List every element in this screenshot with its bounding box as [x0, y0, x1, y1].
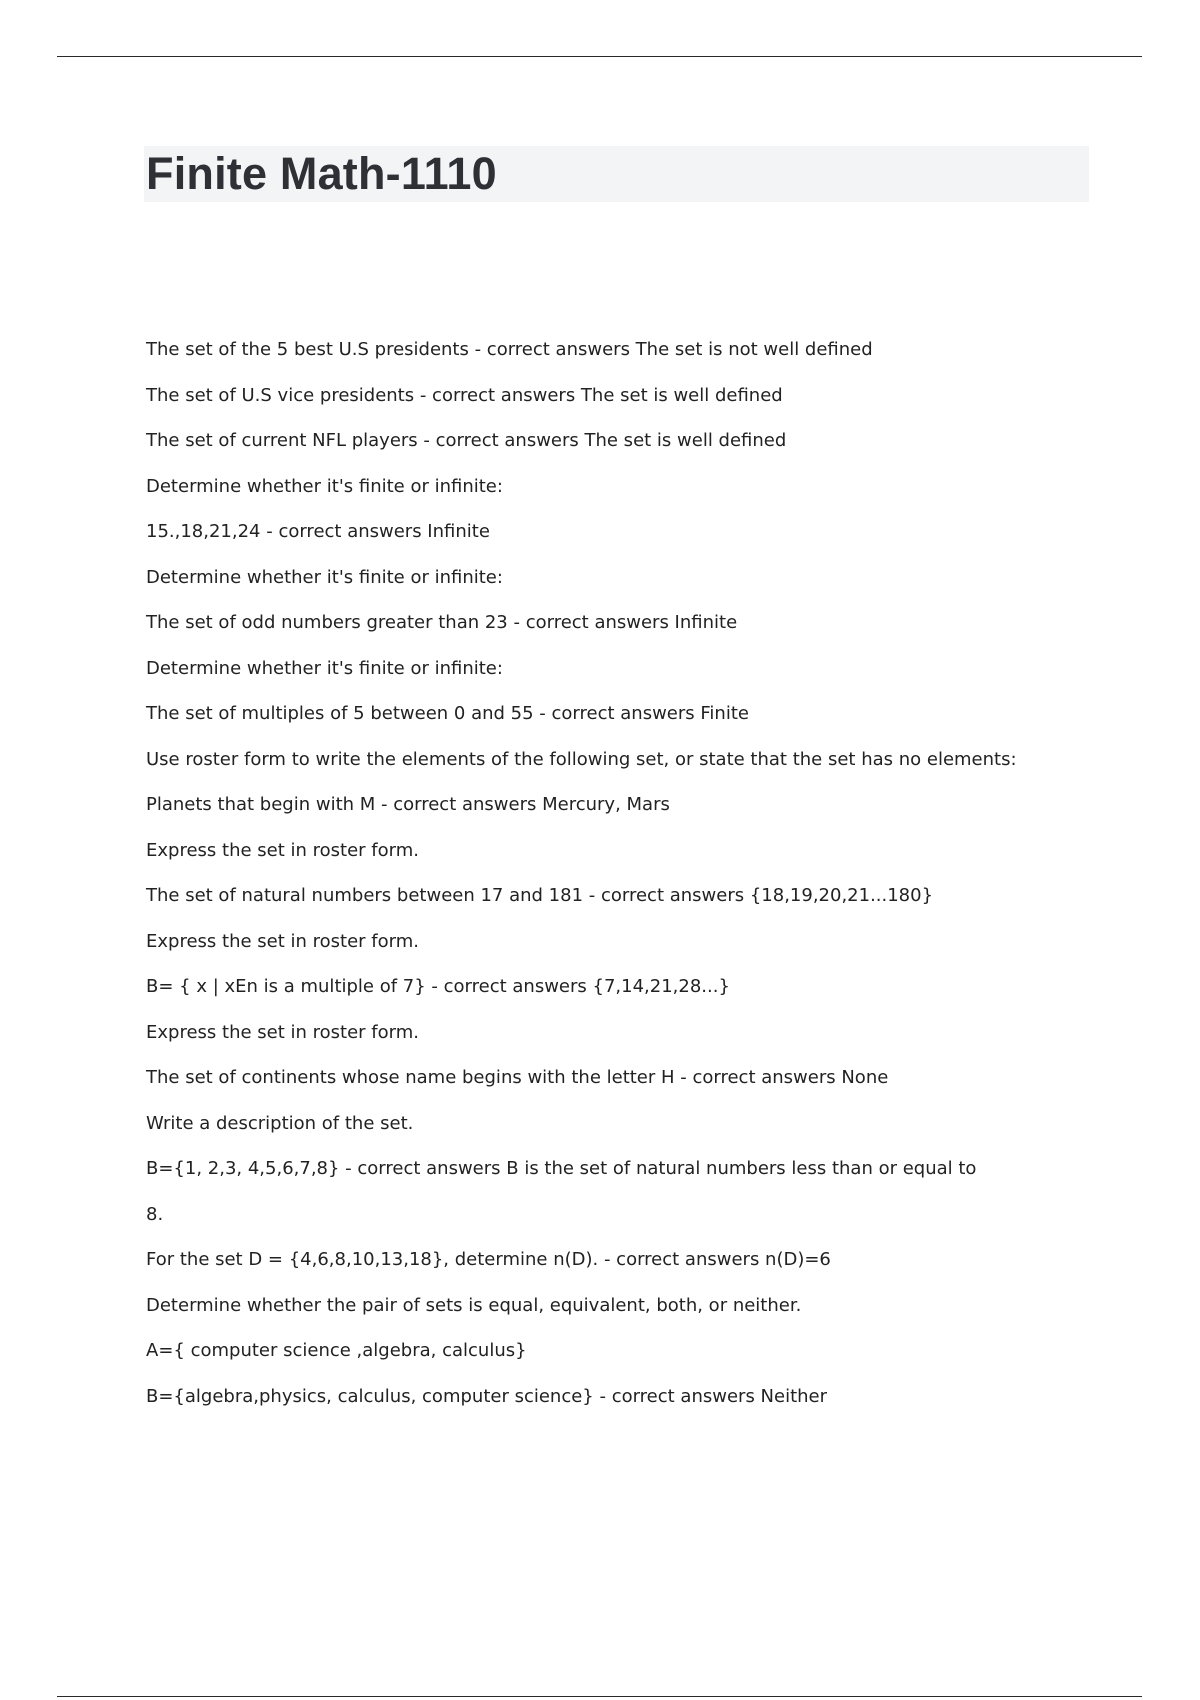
bottom-divider	[57, 1696, 1142, 1697]
qa-line: Planets that begin with M - correct answers Mercury, Mars	[146, 794, 670, 815]
qa-line: The set of multiples of 5 between 0 and 55 - correct answers Finite	[146, 703, 749, 724]
top-divider	[57, 56, 1142, 57]
document-title: Finite Math-1110	[146, 148, 497, 199]
qa-line: The set of natural numbers between 17 and 181 - correct answers {18,19,20,21...180}	[146, 885, 934, 906]
qa-line: The set of current NFL players - correct answers The set is well defined	[146, 430, 787, 451]
qa-line: The set of odd numbers greater than 23 - correct answers Infinite	[146, 612, 738, 633]
qa-line: 8.	[146, 1203, 164, 1225]
qa-line: Determine whether the pair of sets is equal, equivalent, both, or neither.	[146, 1294, 802, 1316]
qa-line: Write a description of the set.	[146, 1112, 414, 1134]
qa-line: The set of continents whose name begins with the letter H - correct answers None	[146, 1067, 889, 1088]
qa-line: Use roster form to write the elements of the following set, or state that the set has no elements:	[146, 748, 1017, 770]
qa-line: Determine whether it's finite or infinite:	[146, 566, 503, 588]
qa-line: Express the set in roster form.	[146, 1021, 419, 1043]
qa-line: The set of U.S vice presidents - correct answers The set is well defined	[146, 384, 783, 406]
qa-line: B={1, 2,3, 4,5,6,7,8} - correct answers B is the set of natural numbers less than or equal to	[146, 1158, 977, 1179]
qa-line: The set of the 5 best U.S presidents - correct answers The set is not well defined	[146, 339, 873, 360]
qa-line: Determine whether it's finite or infinite:	[146, 657, 503, 679]
qa-line: Determine whether it's finite or infinite:	[146, 475, 503, 497]
qa-line: 15.,18,21,24 - correct answers Infinite	[146, 521, 490, 542]
qa-line: B= { x | xEn is a multiple of 7} - correct answers {7,14,21,28...}	[146, 976, 730, 997]
qa-list	[146, 336, 1106, 1428]
qa-line: Express the set in roster form.	[146, 930, 419, 952]
qa-line: Express the set in roster form.	[146, 839, 419, 861]
qa-line: A={ computer science ,algebra, calculus}	[146, 1340, 527, 1361]
qa-line: B={algebra,physics, calculus, computer science} - correct answers Neither	[146, 1385, 828, 1407]
qa-line: For the set D = {4,6,8,10,13,18}, determine n(D). - correct answers n(D)=6	[146, 1249, 831, 1270]
